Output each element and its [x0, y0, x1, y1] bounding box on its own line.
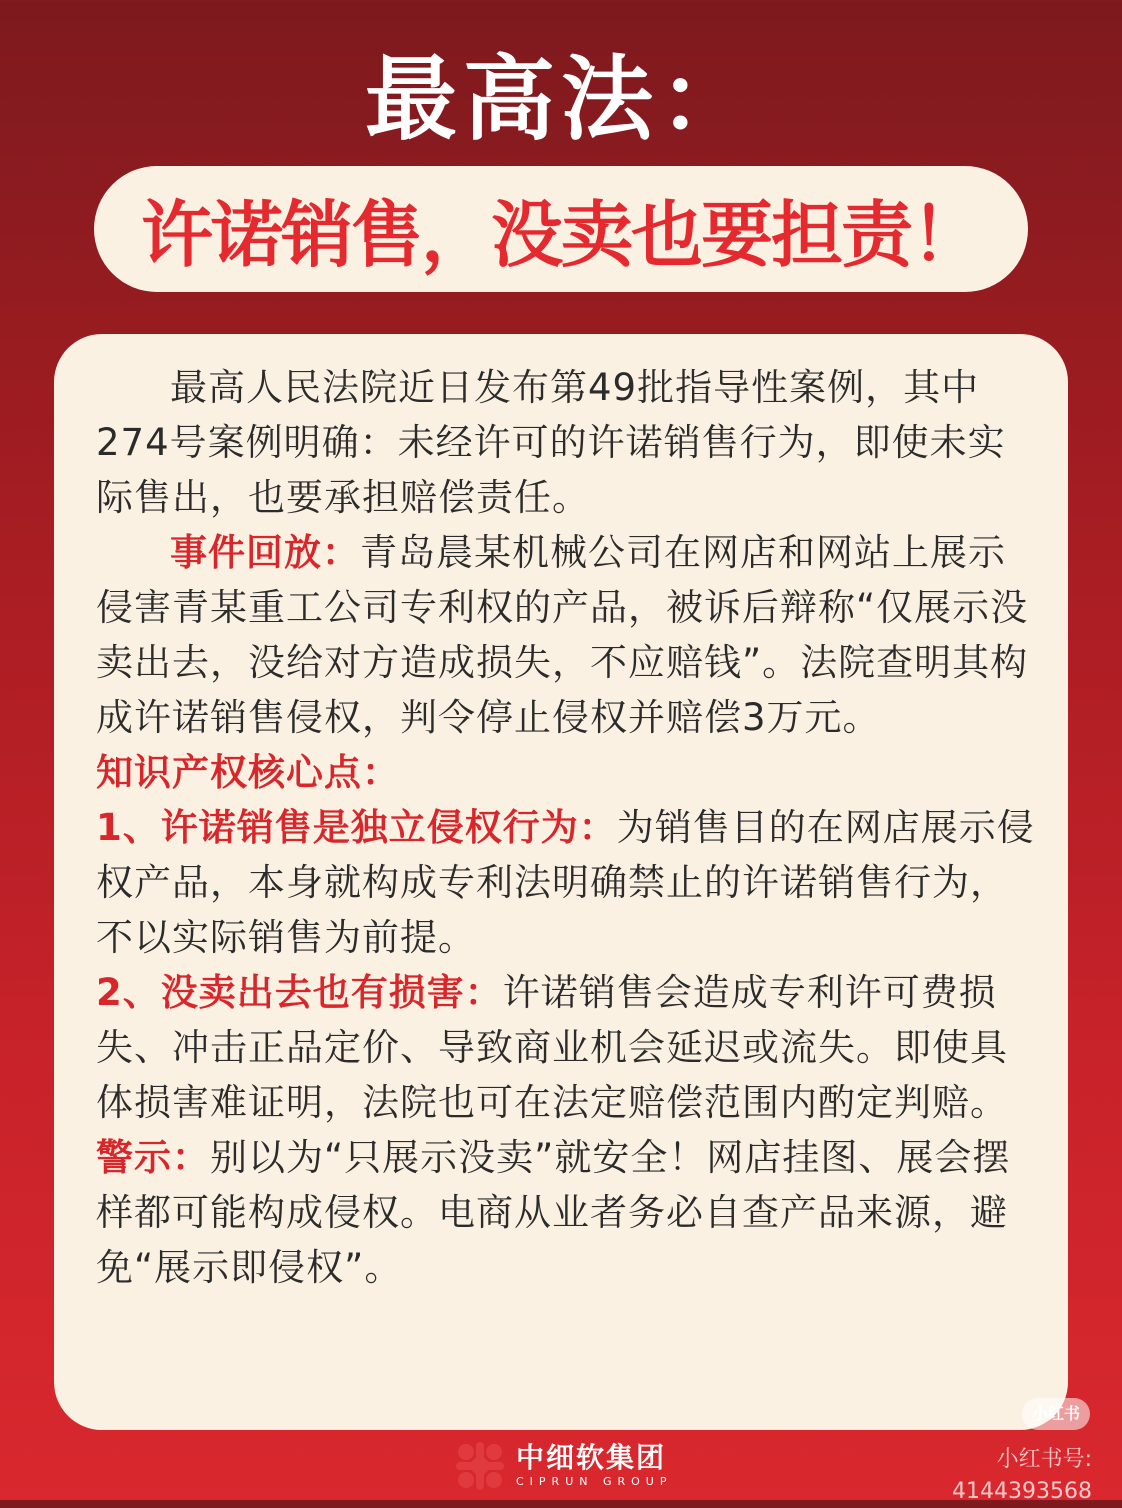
brand-name-cn: 中细软集团: [516, 1441, 667, 1474]
point-2: [96, 965, 1036, 1130]
case-paragraph: [96, 525, 1036, 745]
subtitle-text: 许诺销售，没卖也要担责！: [140, 193, 981, 277]
warning-text: 别以为“只展示没卖”就安全！网店挂图、展会摆样都可能构成侵权。电商从业者务必自查产品来源，避免“展示即侵权”。: [96, 1136, 1011, 1289]
ciprun-logo-icon: [452, 1438, 508, 1494]
warning-label: 警示：: [96, 1136, 210, 1179]
case-label: 事件回放：: [170, 531, 360, 574]
point-1-label: 1、许诺销售是独立侵权行为：: [96, 806, 617, 849]
page-title: 最高法：: [364, 46, 757, 153]
case-text: 青岛晨某机械公司在网店和网站上展示侵害青某重工公司专利权的产品，被诉后辩称“仅展示没卖出去，没给对方造成损失，不应赔钱”。法院查明其构成许诺销售侵权，判令停止侵权并赔偿3万元。: [96, 531, 1029, 739]
xiaohongshu-badge: 小红书: [1022, 1398, 1090, 1430]
point-2-label: 2、没卖出去也有损害：: [96, 971, 503, 1014]
points-heading: 知识产权核心点：: [96, 751, 400, 794]
xiaohongshu-id: 小红书号: 4144393568: [952, 1447, 1092, 1504]
content-card: [54, 334, 1068, 1430]
warning-paragraph: [96, 1130, 1036, 1295]
intro-paragraph: 最高人民法院近日发布第49批指导性案例，其中274号案例明确：未经许可的许诺销售行为，即使未实际售出，也要承担赔偿责任。: [96, 366, 1006, 519]
article-body: [96, 360, 1036, 1295]
point-1-text: 为销售目的在网店展示侵权产品，本身就构成专利法明确禁止的许诺销售行为，不以实际销售为前提。: [96, 806, 1035, 959]
brand-logo: [452, 1438, 673, 1494]
point-1: [96, 800, 1036, 965]
brand-name-en: CIPRUN GROUP: [516, 1475, 673, 1488]
point-2-text: 许诺销售会造成专利许可费损失、冲击正品定价、导致商业机会延迟或流失。即使具体损害难证明，法院也可在法定赔偿范围内酌定判赔。: [96, 971, 1008, 1124]
subtitle-banner: [94, 166, 1028, 292]
